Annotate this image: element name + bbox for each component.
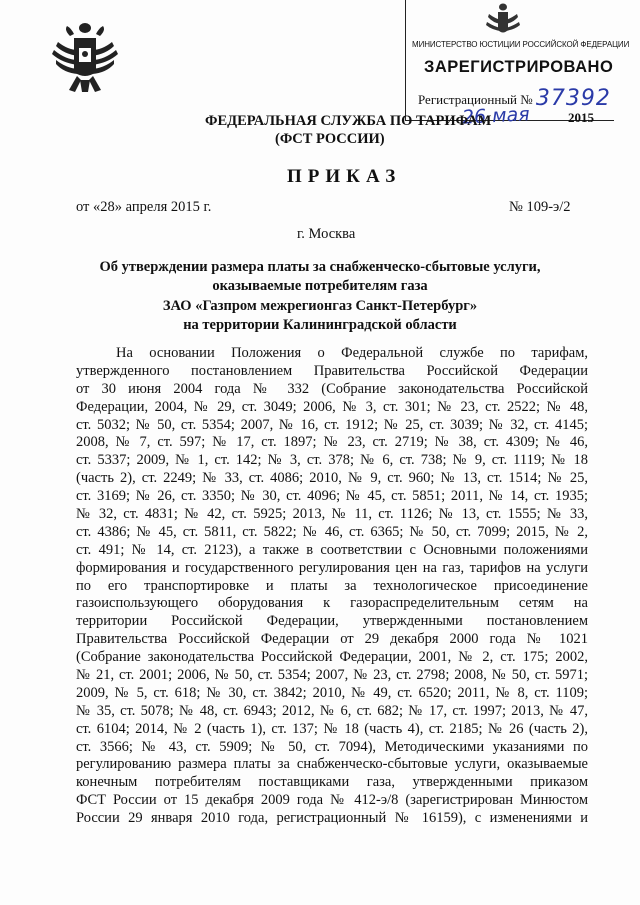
body-line: ст. 5337; 2009, № 1, ст. 142; № 3, ст. 378; № 6, ст. 738; № 9, ст. 1119; № 18 [76,452,588,469]
subject-line: Об утверждении размера платы за снабженческо-сбытовые услуги, [99,259,541,275]
body-line: ст. 4386; № 45, ст. 5811, ст. 5822; № 46, ст. 6365; № 50, ст. 7099; 2015, № 2, [76,523,588,540]
stamp-registration-number: 37392 [535,86,611,111]
body-line: На основании Положения о Федеральной службе по тарифам, [116,345,588,361]
body-line: газоиспользующего оборудования к газораспределительным сетям на [76,595,588,612]
body-line: России 29 января 2010 года, регистрационный № 16159), с изменениями и [76,810,588,827]
body-line: 2009, № 5, ст. 618; № 30, ст. 3842; 2010, № 49, ст. 6520; 2011, № 8, ст. 1109; [76,684,588,701]
body-line: Федерации, 2004, № 29, ст. 3049; 2006, № 3, ст. 301; № 23, ст. 2522; № 48, [76,398,588,415]
order-city: г. Москва [297,226,356,242]
order-body [76,345,588,828]
body-line: формирования и государственного регулирования цен на газ, тарифов на услуги [76,559,588,576]
body-line: территории Российской Федерации, утвержденными постановлением [76,613,588,630]
stamp-registration-label: Регистрационный № [418,92,533,107]
stamp-handwritten-date: 26 мая [461,103,531,129]
body-line: ФСТ России от 15 декабря 2009 года № 412-э/8 (зарегистрирован Минюстом [76,792,588,809]
body-line: регулированию размера платы за снабженческо-сбытовые услуги, оказываемые [76,756,588,773]
order-number: № 109-э/2 [509,199,571,215]
body-line: ст. 5032; № 50, ст. 5354; 2007, № 16, ст. 1912; № 25, ст. 3039; № 32, ст. 4145; [76,416,588,433]
body-line: (часть 2), ст. 2249; № 33, ст. 4086; 2010, № 9, ст. 960; № 13, ст. 1514; № 25, [76,470,588,487]
body-line: ст. 3169; № 26, ст. 3350; № 30, ст. 4096; № 45, ст. 5851; 2011, № 14, ст. 1935; [76,488,588,505]
body-line: ст. 491; № 14, ст. 2123), а также в соответствии с Основными положениями [76,541,588,558]
body-line: от 30 июня 2004 года № 332 (Собрание законодательства Российской [76,380,588,397]
body-line: Правительства Российской Федерации от 29 декабря 2000 года № 1021 [76,631,588,648]
body-line: конечным потребителям поставщиками газа, утвержденными приказом [76,774,588,791]
agency-name: ФЕДЕРАЛЬНАЯ СЛУЖБА ПО ТАРИФАМ [205,113,492,129]
stamp-ministry-name: МИНИСТЕРСТВО ЮСТИЦИИ РОССИЙСКОЙ ФЕДЕРАЦИИ [412,40,630,49]
body-line: по его транспортировке и платы за технологическое присоединение [76,577,588,594]
body-line: 2008, № 7, ст. 597; № 17, ст. 1897; № 23, ст. 2719; № 38, ст. 4309; № 46, [76,434,588,451]
body-line: ст. 6104; 2014, № 2 (часть 1), ст. 137; № 18 (часть 4), ст. 2185; № 26 (часть 2), [76,720,588,737]
body-line: № 32, ст. 4831; № 42, ст. 5925; 2013, № 11, ст. 1126; № 13, ст. 1555; № 33, [76,506,588,523]
coat-of-arms-emblem [50,20,120,98]
subject-line: оказываемые потребителям газа [212,278,428,295]
agency-abbreviation: (ФСТ РОССИИ) [275,131,385,147]
order-date: от «28» апреля 2015 г. [76,199,212,215]
document-title: ПРИКАЗ [287,166,402,187]
body-line: № 21, ст. 2001; 2006, № 50, ст. 5354; 2007, № 23, ст. 2798; 2008, № 50, ст. 5971; [76,667,588,684]
body-line: (Собрание законодательства Российской Федерации, 2001, № 2, ст. 175; 2002, [76,649,588,666]
subject-line: ЗАО «Газпром межрегионгаз Санкт-Петербург» [162,297,478,314]
stamp-year: 2015 [568,110,594,125]
stamp-emblem-icon [483,2,523,38]
body-line: ст. 3566; № 43, ст. 5909; № 50, ст. 7094), Методическими указаниями по [76,738,588,755]
subject-line: на территории Калининградской области [183,316,457,333]
stamp-registered-label: ЗАРЕГИСТРИРОВАНО [424,58,614,76]
body-line: утвержденного постановлением Правительства Российской Федерации [76,362,588,379]
order-subject [80,258,560,335]
body-line: № 35, ст. 5078; № 48, ст. 6943; 2012, № 6, ст. 682; № 17, ст. 1997; 2013, № 47, [76,702,588,719]
